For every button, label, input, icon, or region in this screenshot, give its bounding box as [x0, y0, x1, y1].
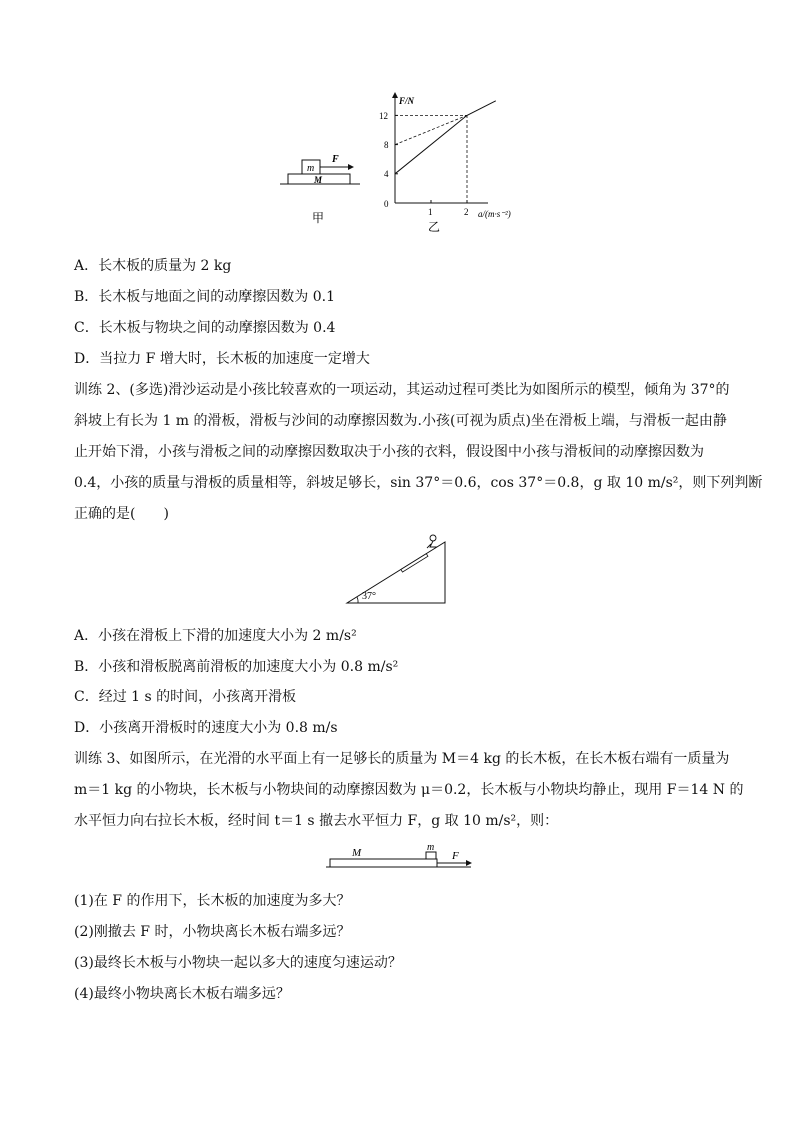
label-m: m	[307, 163, 315, 174]
child-body	[427, 541, 437, 548]
long-board	[330, 859, 437, 867]
y-tick-4: 4	[384, 169, 389, 179]
small-block	[426, 852, 436, 859]
force-arrowhead	[466, 860, 472, 866]
series-line	[395, 101, 496, 174]
t3-question-3: (3)最终长木板与小物块一起以多大的速度匀速运动？	[74, 955, 402, 971]
angle-arc	[357, 597, 358, 603]
training2-line-3: 止开始下滑，小孩与滑板之间的动摩擦因数取决于小孩的衣料，假设图中小孩与滑板间的动摩擦因数为	[74, 444, 704, 460]
training2-line-5: 正确的是( )	[74, 506, 169, 522]
training3-line-2: m＝1 kg 的小物块，长木板与小物块间的动摩擦因数为 μ＝0.2，长木板与小物块均静止，现用 F＝14 N 的	[74, 782, 744, 798]
child-head	[430, 535, 436, 541]
t3-question-4: (4)最终小物块离长木板右端多远？	[74, 986, 290, 1002]
sled-board	[401, 554, 428, 572]
q1-option-c: C．长木板与物块之间的动摩擦因数为 0.4	[74, 320, 336, 336]
y-tick-12: 12	[379, 111, 388, 121]
label-m: m	[427, 842, 435, 853]
training2-line-2: 斜坡上有长为 1 m 的滑板，滑板与沙间的动摩擦因数为.小孩(可视为质点)坐在滑板上端，与滑板一起由静	[74, 413, 727, 429]
x-tick-1: 1	[428, 207, 433, 217]
t2-option-c: C．经过 1 s 的时间，小孩离开滑板	[74, 689, 297, 705]
training3-line-3: 水平恒力向右拉长木板，经时间 t＝1 s 撤去水平恒力 F，g 取 10 m/s²，则：	[74, 813, 559, 829]
t2-option-a: A．小孩在滑板上下滑的加速度大小为 2 m/s²	[74, 628, 357, 644]
q1-option-d: D．当拉力 F 增大时，长木板的加速度一定增大	[74, 351, 370, 367]
training2-line-4: 0.4，小孩的质量与滑板的质量相等，斜坡足够长，sin 37°＝0.6，cos 37°＝0.8，g 取 10 m/s²，则下列判断	[74, 475, 763, 491]
training2-line-1: 训练 2、(多选)滑沙运动是小孩比较喜欢的一项运动，其运动过程可类比为如图所示的模型，倾角为 37°的	[74, 382, 730, 398]
t2-option-d: D．小孩离开滑板时的速度大小为 0.8 m/s	[74, 720, 338, 736]
y-axis-arrow	[392, 92, 398, 98]
y-axis-label: F/N	[399, 96, 415, 106]
label-M: M	[314, 175, 323, 185]
figure-block-diagram	[280, 150, 370, 230]
dashed-guide-0	[395, 115, 467, 144]
training3-line-1: 训练 3、如图所示，在光滑的水平面上有一足够长的质量为 M＝4 kg 的长木板，在长木板右端有一质量为	[74, 751, 730, 767]
caption-yi: 乙	[428, 220, 441, 233]
angle-label: 37°	[362, 591, 376, 602]
y-tick-8: 8	[384, 140, 389, 150]
figure-incline	[345, 534, 455, 606]
x-tick-2: 2	[464, 207, 469, 217]
t3-question-1: (1)在 F 的作用下，长木板的加速度为多大？	[74, 893, 351, 909]
force-arrowhead	[348, 164, 354, 170]
label-F: F	[332, 154, 339, 165]
t2-option-b: B．小孩和滑板脱离前滑板的加速度大小为 0.8 m/s²	[74, 659, 399, 675]
x-axis-label: a/(m·s⁻²)	[478, 209, 511, 219]
q1-option-a: A．长木板的质量为 2 kg	[74, 258, 232, 274]
label-M: M	[352, 847, 362, 859]
label-F: F	[452, 850, 459, 862]
f-a-chart	[370, 88, 530, 233]
figure-board-block	[326, 840, 476, 874]
t3-question-2: (2)刚撤去 F 时，小物块离长木板右端多远？	[74, 924, 351, 940]
y-tick-0: 0	[384, 199, 389, 209]
q1-option-b: B．长木板与地面之间的动摩擦因数为 0.1	[74, 289, 336, 305]
caption-jia: 甲	[312, 211, 325, 225]
